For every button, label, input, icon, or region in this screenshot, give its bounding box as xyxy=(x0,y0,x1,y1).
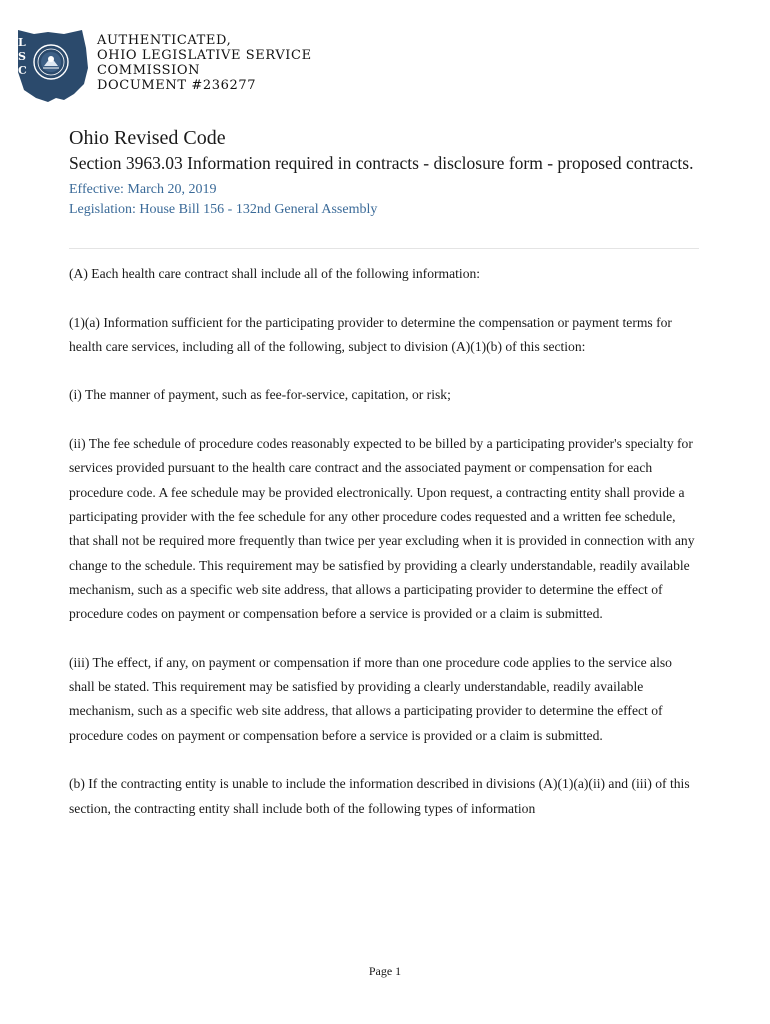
authentication-line: OHIO LEGISLATIVE SERVICE xyxy=(97,48,312,63)
effective-date: Effective: March 20, 2019 xyxy=(69,182,217,197)
paragraph-ii: (ii) The fee schedule of procedure codes reasonably expected to be billed by a participating provider's specialty for services provided pursuant to the health care contract and the associated payment or compensation for each procedure code. A fee schedule may be provided electronically. Upon request, a contracting entity shall provide a participating provider with the fee schedule for any other procedure codes requested and a written fee schedule, that shall not be required more frequently than twice per year excluding when it is provided in connection with any change to the schedule. This requirement may be satisfied by providing a clearly understandable, readily available mechanism, such as a specific web site address, that allows a participating provider to determine the effect of procedure codes on payment or compensation before a service is provided or a claim is submitted. xyxy=(69,436,695,622)
authentication-line: AUTHENTICATED, xyxy=(97,33,232,48)
authentication-line: COMMISSION xyxy=(97,63,201,78)
document-body xyxy=(69,262,699,845)
legislation: Legislation: House Bill 156 - 132nd General Assembly xyxy=(69,202,378,217)
header-divider xyxy=(69,248,699,249)
paragraph-1a: (1)(a) Information sufficient for the participating provider to determine the compensation or payment terms for health care services, including all of the following, subject to division (A)(1)(b) of this section: xyxy=(69,314,672,354)
section-title: Section 3963.03 Information required in contracts - disclosure form - proposed contracts. xyxy=(69,153,694,173)
ohio-lsc-seal-icon xyxy=(14,28,94,104)
authentication-notice xyxy=(97,33,312,93)
seal-letter-c: C xyxy=(18,64,27,77)
paragraph-a: (A) Each health care contract shall include all of the following information: xyxy=(69,266,481,281)
code-title: Ohio Revised Code xyxy=(69,127,226,149)
page-number: Page 1 xyxy=(368,964,402,978)
paragraph-i: (i) The manner of payment, such as fee-for-service, capitation, or risk; xyxy=(69,387,451,403)
seal-letter-s: S xyxy=(18,50,26,63)
seal-letter-l: L xyxy=(18,36,26,49)
document-header xyxy=(69,126,699,220)
paragraph-iii: (iii) The effect, if any, on payment or compensation if more than one procedure code applies to the service also shall be stated. This requirement may be satisfied by providing a clearly understandable, readily available mechanism, such as a specific web site address, that allows a participating provider to determine the effect of procedure codes on payment or compensation before a service is provided or a claim is submitted. xyxy=(69,654,672,743)
authentication-document-number: DOCUMENT #236277 xyxy=(97,78,257,93)
paragraph-b: (b) If the contracting entity is unable to include the information described in divisions (A)(1)(a)(ii) and (iii) of this section, the contracting entity shall include both of the following types of information xyxy=(69,776,690,816)
